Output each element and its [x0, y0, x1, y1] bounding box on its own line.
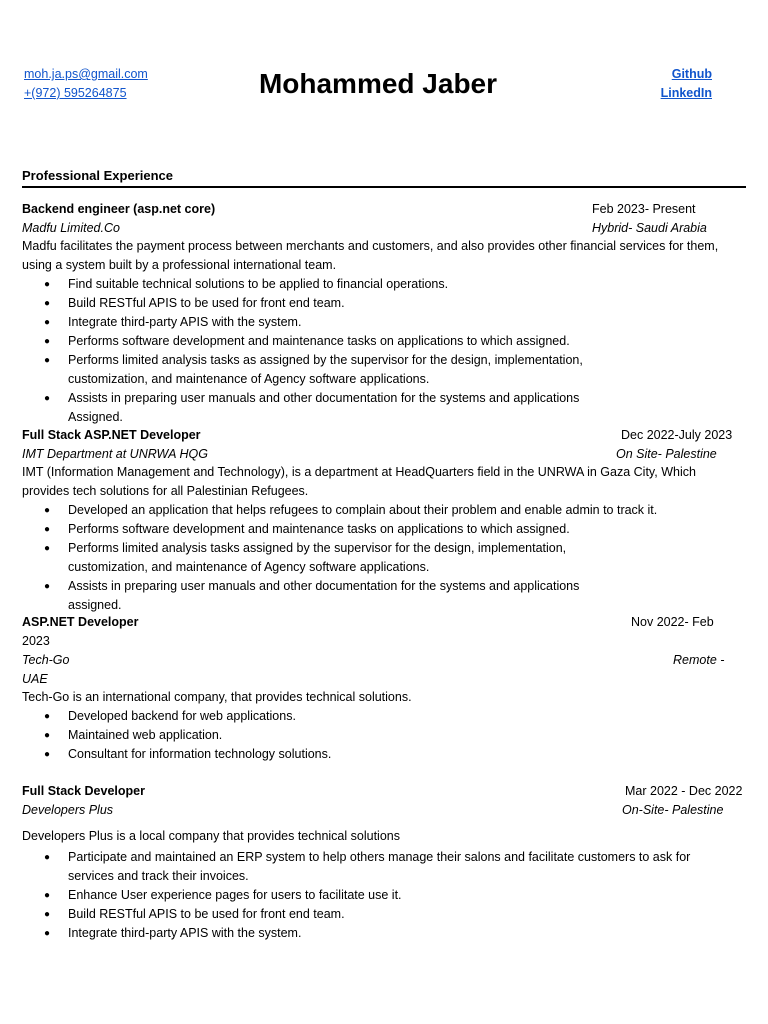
list-item: ● Performs limited analysis tasks as assigned by the supervisor for the design, implementation, customization, and maintenance of Agency software applications. — [22, 351, 622, 389]
job-location: On-Site- Palestine — [622, 803, 724, 817]
job-location-continued: UAE — [22, 672, 48, 686]
job-bullets — [22, 707, 622, 764]
job-location: Remote - — [673, 653, 725, 667]
job-company: IMT Department at UNRWA HQG — [22, 447, 208, 461]
job-location: Hybrid- Saudi Arabia — [592, 221, 707, 235]
job-description: IMT (Information Management and Technology), is a department at HeadQuarters field in the UNRWA in Gaza City, Which provides tech solutions for all Palestinian Refugees. — [22, 465, 696, 498]
job-title: Full Stack ASP.NET Developer — [22, 428, 201, 442]
list-item: ● Integrate third-party APIS with the system. — [22, 924, 732, 943]
job-title: ASP.NET Developer — [22, 615, 139, 629]
list-item: ● Maintained web application. — [22, 726, 622, 745]
list-item: ● Build RESTful APIS to be used for front end team. — [22, 905, 732, 924]
job-description: Tech-Go is an international company, that provides technical solutions. — [22, 690, 412, 704]
github-link[interactable]: Github — [671, 67, 712, 81]
contact-right — [640, 65, 712, 103]
list-item: ● Consultant for information technology solutions. — [22, 745, 622, 764]
list-item: ● Developed backend for web applications. — [22, 707, 622, 726]
job-dates: Dec 2022-July 2023 — [621, 428, 733, 442]
email-link[interactable]: moh.ja.ps@gmail.com — [24, 67, 148, 81]
phone-link[interactable]: +(972) 595264875 — [24, 86, 127, 100]
job-dates: Nov 2022- Feb — [631, 615, 714, 629]
list-item: ● Find suitable technical solutions to be applied to financial operations. — [22, 275, 622, 294]
candidate-name: Mohammed Jaber — [258, 68, 498, 99]
job-description: Madfu facilitates the payment process between merchants and customers, and also provides other financial services for them, using a system built by a professional international team. — [22, 239, 719, 272]
list-item: ● Assists in preparing user manuals and other documentation for the systems and applications assigned. — [22, 577, 628, 615]
job-company: Developers Plus — [22, 803, 114, 817]
section-title: Professional Experience — [22, 168, 174, 183]
list-item: ● Integrate third-party APIS with the system. — [22, 313, 622, 332]
job-title: Backend engineer (asp.net core) — [22, 202, 216, 216]
list-item: ● Developed an application that helps refugees to complain about their problem and enable admin to track it. — [22, 501, 722, 520]
list-item: ● Build RESTful APIS to be used for front end team. — [22, 294, 622, 313]
job-dates: Mar 2022 - Dec 2022 — [625, 784, 743, 798]
job-bullets — [22, 848, 732, 943]
job-title: Full Stack Developer — [22, 784, 145, 798]
section-divider — [22, 186, 746, 188]
job-description: Developers Plus is a local company that provides technical solutions — [22, 829, 400, 843]
list-item: ● Performs software development and maintenance tasks on applications to which assigned. — [22, 332, 622, 351]
job-company: Tech-Go — [22, 653, 70, 667]
linkedin-link[interactable]: LinkedIn — [660, 86, 712, 100]
job-dates: Feb 2023- Present — [592, 202, 696, 216]
job-bullets — [22, 275, 622, 427]
list-item: ● Assists in preparing user manuals and other documentation for the systems and applications Assigned. — [22, 389, 622, 427]
list-item: ● Participate and maintained an ERP system to help others manage their salons and facilitate customers to ask for services and track their invoices. — [22, 848, 732, 886]
job-bullets — [22, 501, 722, 615]
job-company: Madfu Limited.Co — [22, 221, 120, 235]
job-location: On Site- Palestine — [616, 447, 717, 461]
job-dates-continued: 2023 — [22, 634, 50, 648]
list-item: ● Performs software development and maintenance tasks on applications to which assigned. — [22, 520, 722, 539]
list-item: ● Performs limited analysis tasks assigned by the supervisor for the design, implementation, customization, and maintenance of Agency software applications. — [22, 539, 588, 577]
list-item: ● Enhance User experience pages for users to facilitate use it. — [22, 886, 732, 905]
